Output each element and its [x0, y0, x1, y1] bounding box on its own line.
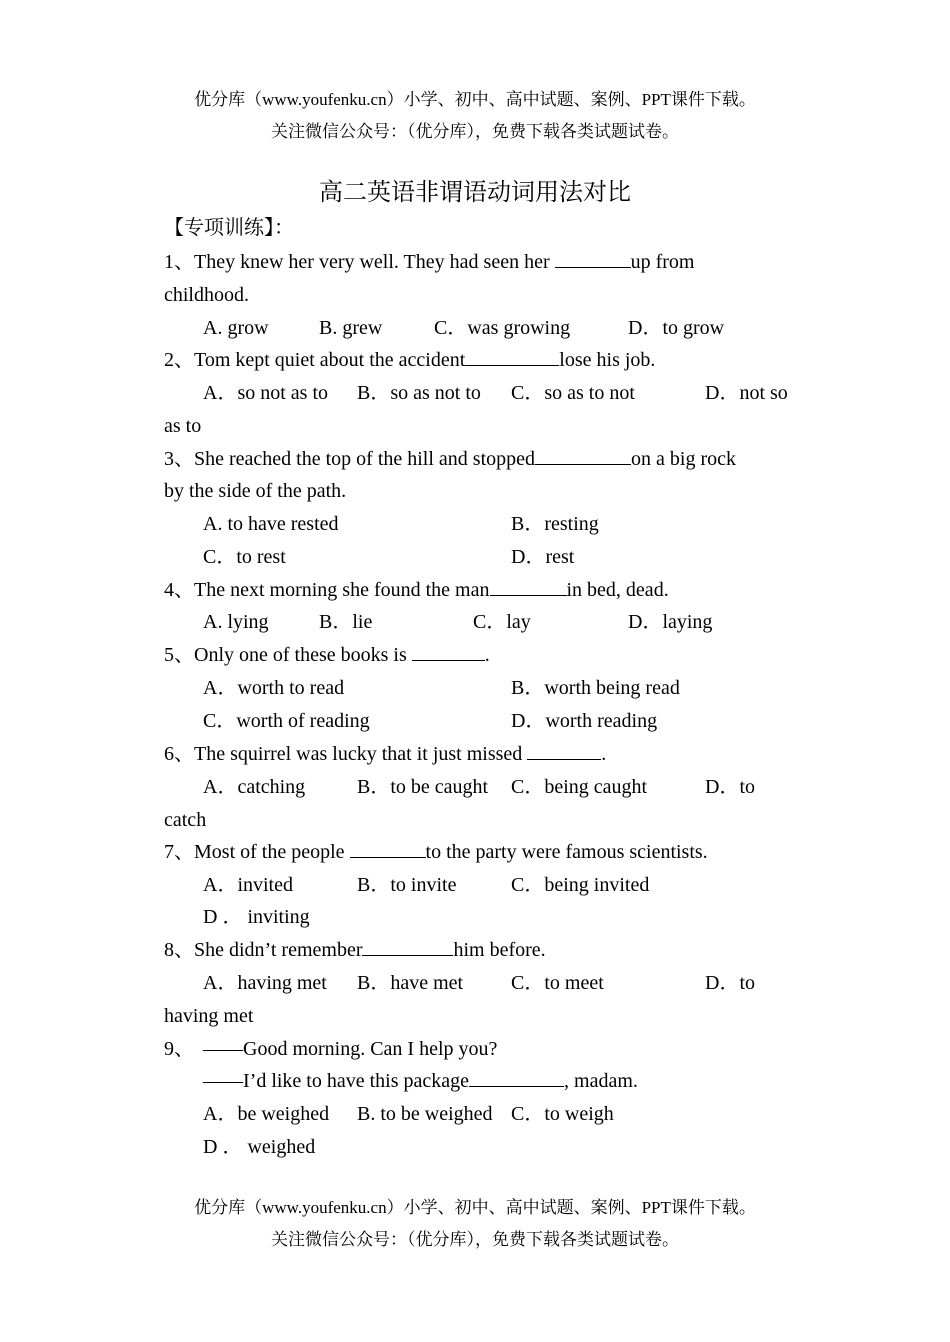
question-2-option-d-cont: as to: [164, 415, 202, 437]
question-7-option-d: D ． inviting: [203, 906, 310, 928]
question-6-option-a: A．catching: [203, 776, 306, 798]
question-3-option-d: D．rest: [511, 546, 575, 568]
question-1-option-d: D．to grow: [628, 317, 725, 339]
question-8-stem: 8、She didn’t remember him before.: [164, 939, 546, 961]
question-9-number: 9、: [164, 1038, 194, 1060]
question-5-option-c: C．worth of reading: [203, 710, 370, 732]
question-2-option-b: B．so as not to: [357, 382, 481, 404]
question-1-option-a: A. grow: [203, 317, 269, 339]
question-9-option-c: C．to weigh: [511, 1103, 614, 1125]
question-8-option-c: C．to meet: [511, 972, 604, 994]
header-line-2: 关注微信公众号：（优分库），免费下载各类试题试卷。: [271, 122, 679, 141]
question-2-option-c: C．so as to not: [511, 382, 635, 404]
footer-line-2: 关注微信公众号：（优分库），免费下载各类试题试卷。: [271, 1230, 679, 1249]
question-7-option-c: C．being invited: [511, 874, 650, 896]
question-6-option-d-cont: catch: [164, 809, 207, 831]
answer-blank: [412, 642, 485, 661]
question-9-option-b: B. to be weighed: [357, 1103, 493, 1125]
question-8-option-a: A．having met: [203, 972, 327, 994]
question-8-option-d: D．to: [705, 972, 755, 994]
answer-blank: [469, 1068, 564, 1087]
question-4-option-b: B．lie: [319, 611, 373, 633]
question-7-stem: 7、Most of the people to the party were famous scientists.: [164, 841, 708, 863]
question-5-stem: 5、Only one of these books is .: [164, 644, 490, 666]
section-heading: 【专项训练】：: [164, 217, 294, 239]
question-4-option-c: C．lay: [473, 611, 531, 633]
question-3-option-c: C．to rest: [203, 546, 286, 568]
question-7-option-b: B．to invite: [357, 874, 457, 896]
answer-blank: [350, 839, 426, 858]
answer-blank: [490, 577, 567, 596]
answer-blank: [527, 741, 601, 760]
header-line-1: 优分库（www.youfenku.cn）小学、初中、高中试题、案例、PPT课件下载。: [194, 90, 756, 109]
question-4-option-a: A. lying: [203, 611, 269, 633]
question-6-option-c: C．being caught: [511, 776, 648, 798]
question-3-stem-cont: by the side of the path.: [164, 480, 347, 502]
answer-blank: [465, 347, 559, 366]
question-5-option-b: B．worth being read: [511, 677, 680, 699]
question-4-stem: 4、The next morning she found the man in bed, dead.: [164, 579, 669, 601]
question-8-option-b: B．have met: [357, 972, 464, 994]
question-5-option-d: D．worth reading: [511, 710, 658, 732]
question-1-option-c: C．was growing: [434, 317, 571, 339]
question-2-stem: 2、Tom kept quiet about the accident lose his job.: [164, 349, 656, 371]
answer-blank: [535, 446, 631, 465]
question-5-option-a: A．worth to read: [203, 677, 345, 699]
question-4-option-d: D．laying: [628, 611, 713, 633]
footer-line-1: 优分库（www.youfenku.cn）小学、初中、高中试题、案例、PPT课件下载。: [194, 1198, 756, 1217]
question-6-option-b: B．to be caught: [357, 776, 489, 798]
question-9-option-a: A．be weighed: [203, 1103, 330, 1125]
page-title: 高二英语非谓语动词用法对比: [319, 180, 631, 206]
question-9-dialog-1: ——Good morning. Can I help you?: [203, 1038, 498, 1060]
question-3-option-b: B．resting: [511, 513, 599, 535]
answer-blank: [555, 249, 631, 268]
question-6-option-d: D．to: [705, 776, 755, 798]
question-9-option-d: D ． weighed: [203, 1136, 316, 1158]
answer-blank: [362, 937, 453, 956]
question-8-option-d-cont: having met: [164, 1005, 254, 1027]
question-3-option-a: A. to have rested: [203, 513, 339, 535]
question-9-dialog-2: ——I’d like to have this package , madam.: [203, 1070, 638, 1092]
question-1-stem-cont: childhood.: [164, 284, 249, 306]
question-2-option-d: D．not so: [705, 382, 788, 404]
question-1-option-b: B. grew: [319, 317, 383, 339]
question-3-stem: 3、She reached the top of the hill and stopped on a big rock: [164, 448, 736, 470]
question-2-option-a: A．so not as to: [203, 382, 328, 404]
question-6-stem: 6、The squirrel was lucky that it just missed .: [164, 743, 607, 765]
question-7-option-a: A．invited: [203, 874, 293, 896]
question-1-stem: 1、They knew her very well. They had seen her up from: [164, 251, 695, 273]
